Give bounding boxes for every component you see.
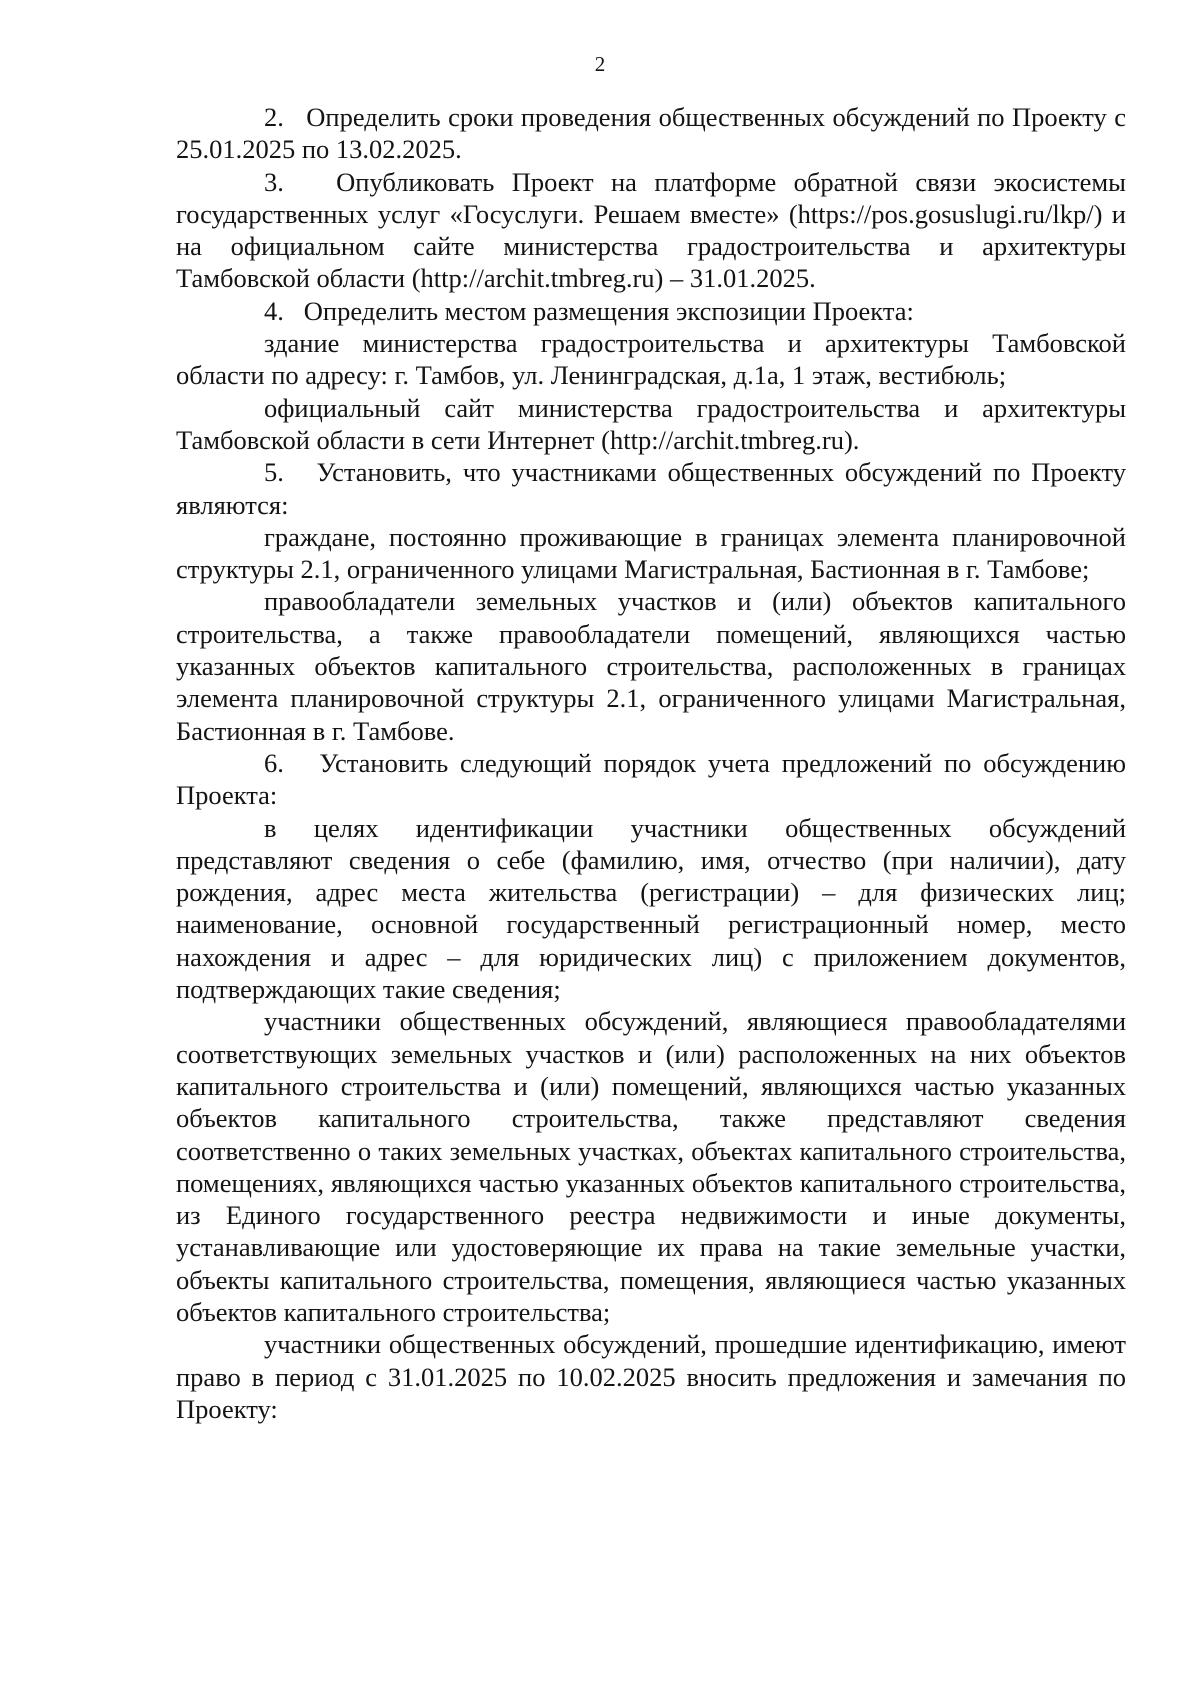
document-body bbox=[176, 101, 1126, 1425]
item-3-publication: 3. Опубликовать Проект на платформе обратной связи экосистемы государственных услуг «Госуслуги. Решаем вместе» (https://pos.gosuslugi.ru/lkp/) и на официальном сайте министерства градостроительства и архитектуры Тамбовской области (http://archit.tmbreg.ru) – 31.01.2025. bbox=[176, 166, 1126, 294]
item-4-exposition-place: 4. Определить местом размещения экспозиции Проекта: bbox=[264, 295, 914, 326]
participants-right-holders: правообладатели земельных участков и (или) объектов капитального строительства, а также правообладатели помещений, являющихся частью указанных объектов капитального строительства, расположенных в границах элемента планировочной структуры 2.1, ограниченного улицами Магистральная, Бастионная в г. Тамбове. bbox=[176, 586, 1126, 746]
right-holder-requirements: участники общественных обсуждений, являющиеся правообладателями соответствующих земельных участков и (или) расположенных на них объектов капитального строительства и (или) помещений, являющихся частью указанных объектов капитального строительства, также представляют сведения соответственно о таких земельных участках, объектах капитального строительства, помещениях, являющихся частью указанных объектов капитального строительства, из Единого государственного реестра недвижимости и иные документы, устанавливающие или удостоверяющие их права на такие земельные участки, объекты капитального строительства, помещения, являющиеся частью указанных объектов капитального строительства; bbox=[176, 1006, 1126, 1327]
exposition-website: официальный сайт министерства градостроительства и архитектуры Тамбовской области в сети Интернет (http://archit.tmbreg.ru). bbox=[176, 392, 1126, 455]
page-number: 2 bbox=[594, 52, 606, 76]
exposition-building: здание министерства градостроительства и архитектуры Тамбовской области по адресу: г. Тамбов, ул. Ленинградская, д.1а, 1 этаж, вестибюль; bbox=[176, 328, 1126, 391]
item-6-proposal-procedure: 6. Установить следующий порядок учета предложений по обсуждению Проекта: bbox=[176, 747, 1126, 811]
item-2-discussion-dates: 2. Определить сроки проведения общественных обсуждений по Проекту с 25.01.2025 по 13.02.2025. bbox=[176, 102, 1126, 165]
item-5-participants: 5. Установить, что участниками общественных обсуждений по Проекту являются: bbox=[176, 457, 1126, 520]
participants-residents: граждане, постоянно проживающие в границах элемента планировочной структуры 2.1, ограниченного улицами Магистральная, Бастионная в г. Тамбове; bbox=[176, 521, 1126, 585]
identification-requirements: в целях идентификации участники общественных обсуждений представляют сведения о себе (фамилию, имя, отчество (при наличии), дату рождения, адрес места жительства (регистрации) – для физических лиц; наименование, основной государственный регистрационный номер, место нахождения и адрес – для юридических лиц) с приложением документов, подтверждающих такие сведения; bbox=[176, 812, 1126, 1005]
proposal-period: участники общественных обсуждений, прошедшие идентификацию, имеют право в период с 31.01.2025 по 10.02.2025 вносить предложения и замечания по Проекту: bbox=[176, 1329, 1126, 1424]
